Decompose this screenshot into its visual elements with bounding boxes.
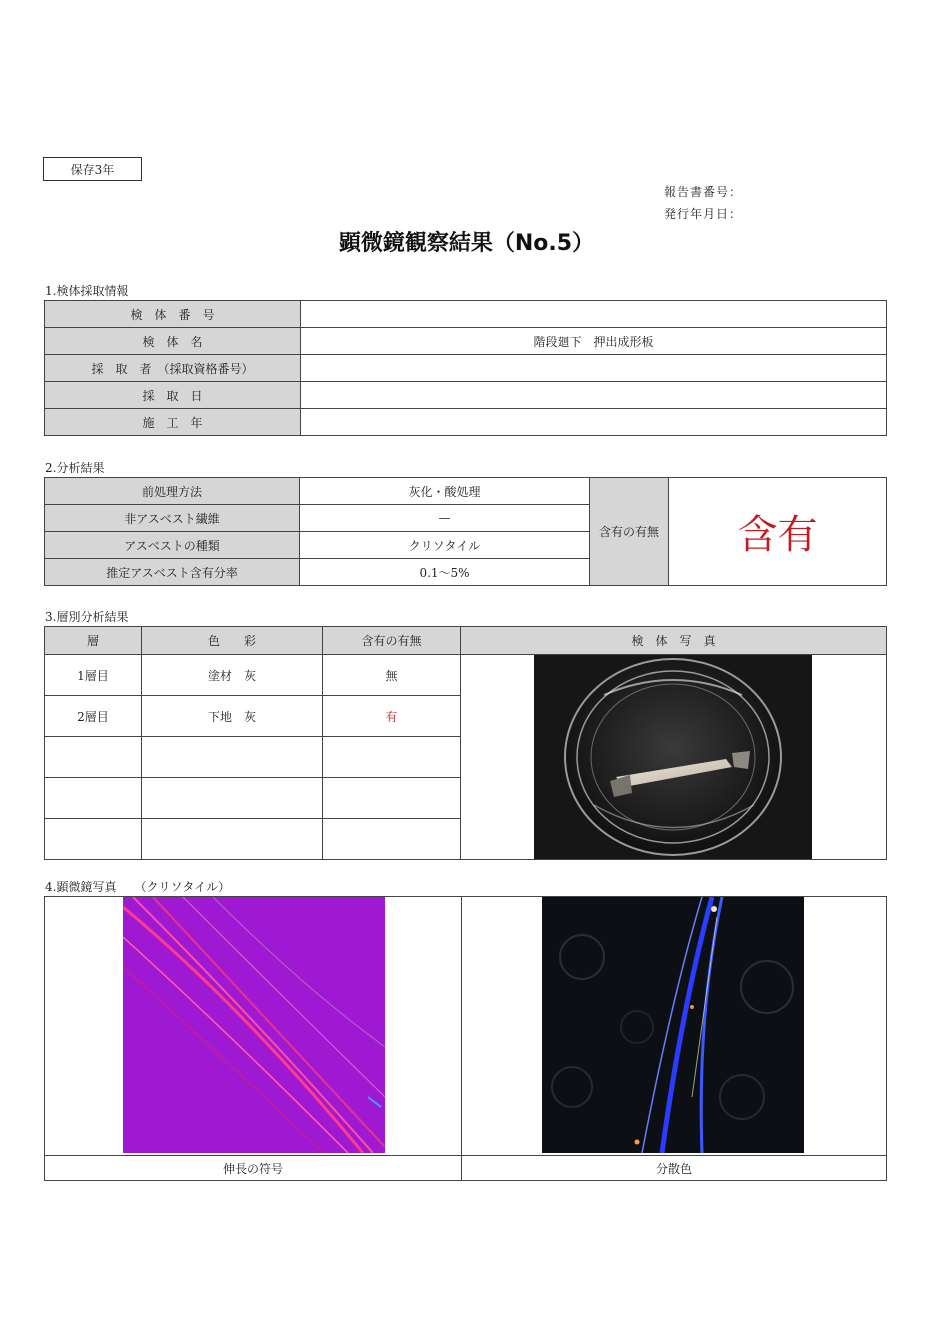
table-row [45,328,887,355]
table-row [45,1156,887,1181]
presence-cell [323,819,461,860]
asbestos-type-label: アスベストの種類 [45,532,300,559]
header-presence: 含有の有無 [323,627,461,655]
caption-2: 分散色 [462,1156,887,1181]
page-title: 顕微鏡観察結果（No.5） [338,231,595,256]
sample-photo-cell [461,655,887,860]
sample-number-value [301,301,887,328]
non-asbestos-fiber-value: — [300,505,590,532]
construction-year-value [301,409,887,436]
section4-label: 4.顕微鏡写真 （クリソタイル） [45,880,231,894]
presence-cell [323,778,461,819]
section1-label: 1.検体採取情報 [45,284,129,298]
layer-cell: 1層目 [45,655,142,696]
table-row [45,301,887,328]
presence-value-cell [669,478,887,586]
content-ratio-label: 推定アスベスト含有分率 [45,559,300,586]
header-color: 色 彩 [142,627,323,655]
layer-cell [45,819,142,860]
table-row [45,897,887,1156]
table-row [45,478,887,505]
retention-label: 保存3年 [43,157,142,181]
header-layer: 層 [45,627,142,655]
layer-cell [45,737,142,778]
collection-date-label: 採 取 日 [45,382,301,409]
layer-analysis-table [44,626,887,860]
table-row [45,382,887,409]
presence-label: 含有の有無 [590,478,669,586]
color-cell [142,737,323,778]
layer-cell [45,778,142,819]
table-header-row [45,627,887,655]
layer-cell: 2層目 [45,696,142,737]
analysis-result-table [44,477,887,586]
collector-label: 採 取 者 （採取資格番号） [45,355,301,382]
sample-name-label: 検 体 名 [45,328,301,355]
collector-value [301,355,887,382]
non-asbestos-fiber-label: 非アスベスト繊維 [45,505,300,532]
elongation-sign-micrograph [123,897,385,1153]
sample-name-value: 階段廻下 押出成形板 [301,328,887,355]
presence-cell: 有 [323,696,461,737]
presence-value: 含有 [737,512,818,558]
issue-date-label: 発行年月日： [664,207,743,221]
presence-cell: 無 [323,655,461,696]
table-row [45,409,887,436]
section2-label: 2.分析結果 [45,461,105,475]
construction-year-label: 施 工 年 [45,409,301,436]
pretreatment-value: 灰化・酸処理 [300,478,590,505]
sample-number-label: 検 体 番 号 [45,301,301,328]
presence-cell [323,737,461,778]
sample-info-table [44,300,887,436]
sample-photo [534,655,812,859]
collection-date-value [301,382,887,409]
micrograph-cell-1 [45,897,462,1156]
table-row [45,355,887,382]
asbestos-type-value: クリソタイル [300,532,590,559]
color-cell: 塗材 灰 [142,655,323,696]
content-ratio-value: 0.1～5% [300,559,590,586]
color-cell: 下地 灰 [142,696,323,737]
caption-1: 伸長の符号 [45,1156,462,1181]
color-cell [142,778,323,819]
micrograph-cell-2 [462,897,887,1156]
pretreatment-label: 前処理方法 [45,478,300,505]
report-number-label: 報告書番号： [664,185,743,199]
header-photo: 検 体 写 真 [461,627,887,655]
table-row [45,655,887,696]
color-cell [142,819,323,860]
section3-label: 3.層別分析結果 [45,610,129,624]
dispersion-color-micrograph [542,897,804,1153]
micrograph-table [44,896,887,1181]
